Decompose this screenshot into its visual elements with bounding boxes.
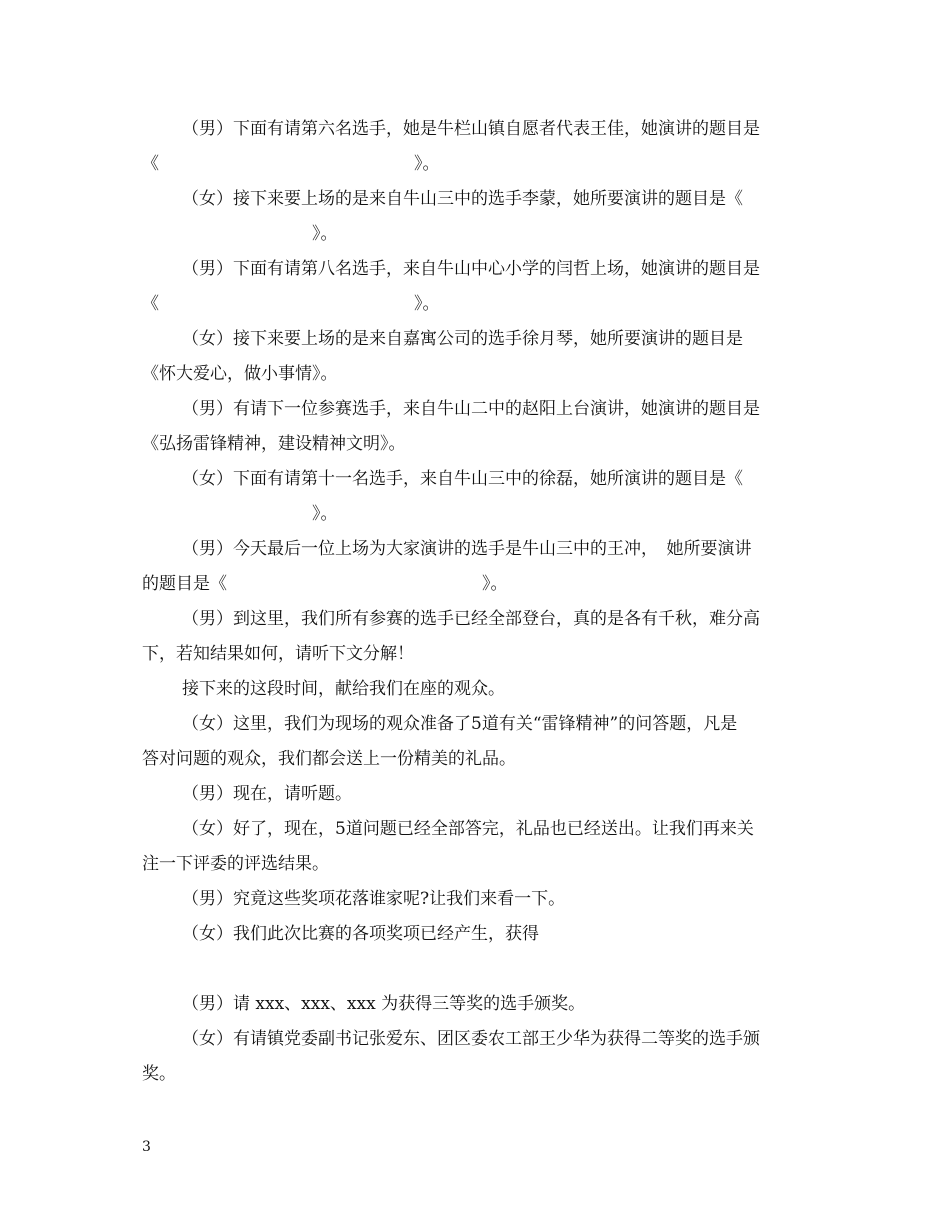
paragraph-3: （男）下面有请第八名选手，来自牛山中心小学的闫哲上场，她演讲的题目是 《 》。 (142, 259, 760, 314)
paragraph-16: （女）有请镇党委副书记张爱东、团区委农工部王少华为获得二等奖的选手颁 奖。 (142, 1029, 760, 1084)
paragraph-15: （男）请 xxx、xxx、xxx 为获得三等奖的选手颁奖。 (182, 994, 586, 1014)
paragraph-11: （男）现在，请听题。 (182, 784, 352, 804)
paragraph-12: （女）好了，现在，5道问题已经全部答完，礼品也已经送出。让我们再来关 注一下评委的评选结果。 (142, 819, 754, 874)
paragraph-1: （男）下面有请第六名选手，她是牛栏山镇自愿者代表王佳，她演讲的题目是 《 》。 (142, 119, 760, 174)
paragraph-8: （男）到这里，我们所有参赛的选手已经全部登台，真的是各有千秋，难分高 下，若知结果如何，请听下文分解！ (142, 609, 760, 664)
document-body (142, 112, 812, 1092)
paragraph-13: （男）究竟这些奖项花落谁家呢?让我们来看一下。 (182, 889, 566, 909)
paragraph-6: （女）下面有请第十一名选手，来自牛山三中的徐磊，她所演讲的题目是《 》。 (182, 469, 743, 524)
paragraph-5: （男）有请下一位参赛选手，来自牛山二中的赵阳上台演讲，她演讲的题目是 《弘扬雷锋精神，建设精神文明》。 (142, 399, 760, 454)
paragraph-14: （女）我们此次比赛的各项奖项已经产生，获得 (182, 924, 539, 944)
page-number: 3 (142, 1139, 151, 1155)
paragraph-7: （男）今天最后一位上场为大家演讲的选手是牛山三中的王冲， 她所要演讲 的题目是《 》。 (142, 539, 752, 594)
paragraph-2: （女）接下来要上场的是来自牛山三中的选手李蒙，她所要演讲的题目是《 》。 (182, 189, 743, 244)
paragraph-4: （女）接下来要上场的是来自嘉寓公司的选手徐月琴，她所要演讲的题目是 《怀大爱心，做小事情》。 (142, 329, 743, 384)
paragraph-9: 接下来的这段时间，献给我们在座的观众。 (182, 679, 505, 699)
paragraph-10: （女）这里，我们为现场的观众准备了5道有关“雷锋精神”的问答题，凡是 答对问题的观众，我们都会送上一份精美的礼品。 (142, 714, 738, 769)
blank-line (142, 952, 812, 987)
